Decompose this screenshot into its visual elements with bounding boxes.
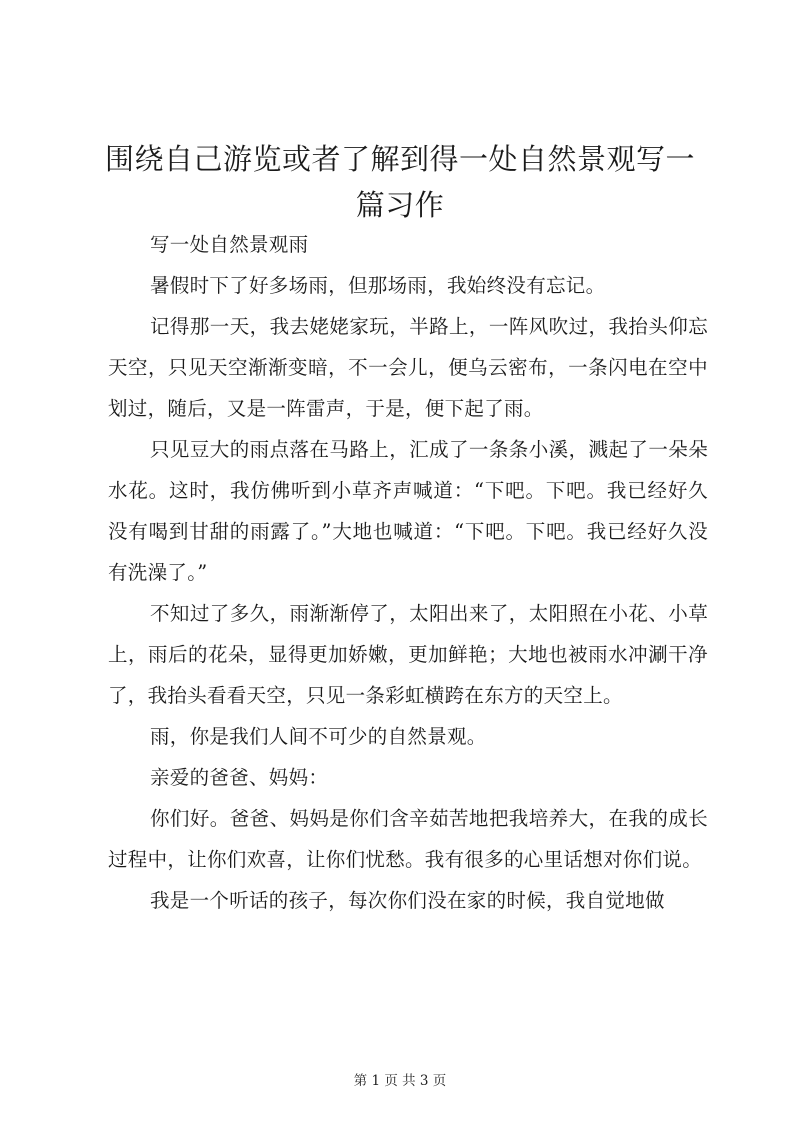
paragraph: 你们好。爸爸、妈妈是你们含辛茹苦地把我培养大，在我的成长过程中，让你们欢喜，让你们忧愁。我有很多的心里话想对你们说。 [108,807,708,871]
paragraph-subtitle: 写一处自然景观雨 [150,233,309,256]
paragraph: 记得那一天，我去姥姥家玩，半路上，一阵风吹过，我抬头仰忘天空，只见天空渐渐变暗，不一会儿，便乌云密布，一条闪电在空中划过，随后，又是一阵雷声，于是，便下起了雨。 [108,315,708,420]
paragraph: 不知过了多久，雨渐渐停了，太阳出来了，太阳照在小花、小草上，雨后的花朵，显得更加娇嫩，更加鲜艳；大地也被雨水冲涮干净了，我抬头看看天空，只见一条彩虹横跨在东方的天空上。 [108,602,708,707]
paragraph-salutation: 亲爱的爸爸、妈妈： [150,766,329,789]
page-footer: 第 1 页 共 3 页 [353,1073,447,1089]
document-title: 围绕自己游览或者了解到得一处自然景观写一篇习作 [104,142,695,222]
paragraph: 只见豆大的雨点落在马路上，汇成了一条条小溪，溅起了一朵朵水花。这时，我仿佛听到小草齐声喊道：“下吧。下吧。我已经好久没有喝到甘甜的雨露了。”大地也喊道：“下吧。下吧。我已经好久没有洗澡了。” [108,438,708,584]
paragraph: 暑假时下了好多场雨，但那场雨，我始终没有忘记。 [150,274,606,297]
document-body [108,224,708,921]
paragraph: 我是一个听话的孩子，每次你们没在家的时候，我自觉地做 [150,889,665,912]
paragraph: 雨，你是我们人间不可少的自然景观。 [150,725,487,748]
